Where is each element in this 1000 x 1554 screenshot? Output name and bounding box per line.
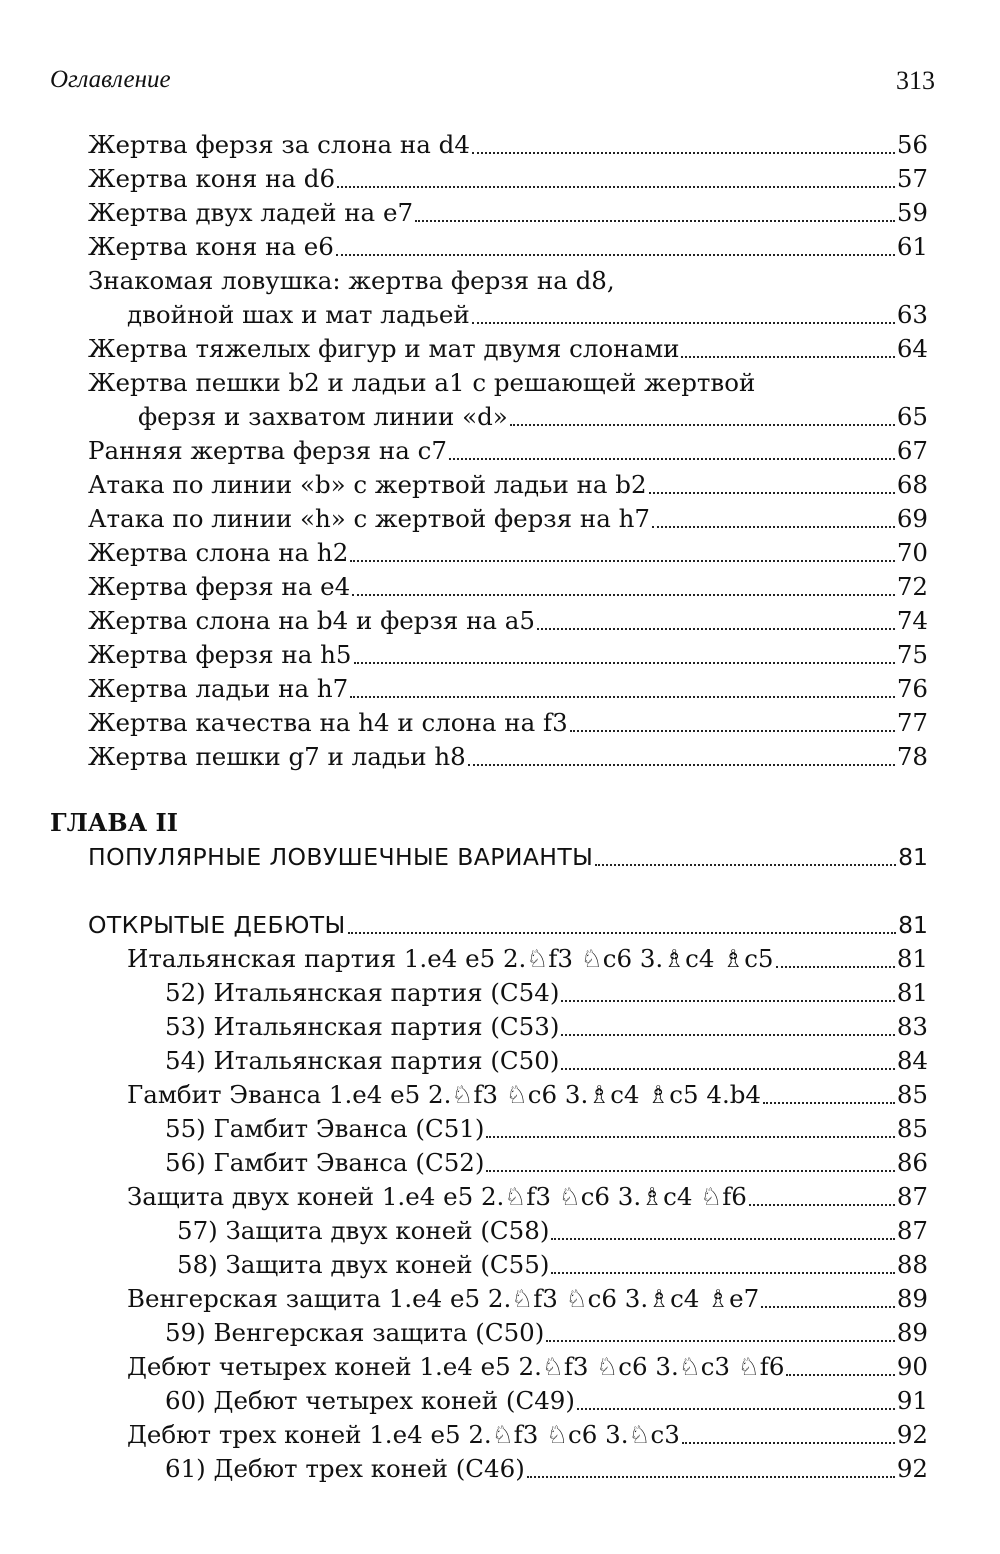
toc-entry xyxy=(88,840,928,874)
toc-entry xyxy=(165,1384,928,1418)
toc-entry xyxy=(88,638,928,672)
toc-entry-title: 61) Дебют трех коней (C46) xyxy=(165,1454,525,1483)
toc-entry xyxy=(138,400,928,434)
toc-entry-title: ферзя и захватом линии «d» xyxy=(138,402,508,431)
leader-dots xyxy=(415,220,895,222)
leader-dots xyxy=(649,492,895,494)
page-header xyxy=(50,66,935,102)
leader-dots xyxy=(348,932,896,934)
toc-entry xyxy=(127,1282,928,1316)
toc-entry-page: 89 xyxy=(896,1284,928,1313)
toc-entry xyxy=(165,1316,928,1350)
leader-dots xyxy=(486,1170,894,1172)
toc-entry xyxy=(127,1350,928,1384)
toc-entry-page: 85 xyxy=(896,1114,928,1143)
leader-dots xyxy=(336,254,895,256)
toc-entry-title: 60) Дебют четырех коней (C49) xyxy=(165,1386,575,1415)
toc-entry-page: 56 xyxy=(896,130,928,159)
toc-entry xyxy=(88,604,928,638)
leader-dots xyxy=(337,186,895,188)
toc-entry-title: Жертва слона на b4 и ферзя на a5 xyxy=(88,606,535,635)
leader-dots xyxy=(527,1476,895,1478)
toc-entry xyxy=(88,230,928,264)
leader-dots xyxy=(577,1408,895,1410)
leader-dots xyxy=(472,152,895,154)
toc-entry-title: Атака по линии «h» с жертвой ферзя на h7 xyxy=(88,504,651,533)
page-number: 313 xyxy=(896,66,935,95)
toc-entry-page: 83 xyxy=(896,1012,928,1041)
toc-entry-title: Жертва пешки g7 и ладьи h8 xyxy=(88,742,466,771)
toc-entry xyxy=(165,1146,928,1180)
toc-entry-page: 74 xyxy=(896,606,928,635)
leader-dots xyxy=(551,1238,894,1240)
chapter-label: ГЛАВА II xyxy=(50,808,178,837)
leader-dots xyxy=(776,966,895,968)
toc-entry-title: Жертва ферзя на e4 xyxy=(88,572,351,601)
leader-dots xyxy=(561,1068,894,1070)
toc-entry-page: 64 xyxy=(896,334,928,363)
leader-dots xyxy=(551,1272,894,1274)
leader-dots xyxy=(352,594,895,596)
toc-entry-page: 72 xyxy=(896,572,928,601)
toc-entry-page: 67 xyxy=(896,436,928,465)
toc-entry xyxy=(127,1078,928,1112)
toc-entry xyxy=(177,1214,928,1248)
toc-entry-page: 81 xyxy=(896,978,928,1007)
toc-entry-title: Дебют четырех коней 1.e4 e5 2.♘f3 ♘c6 3.♘c3 ♘f6 xyxy=(127,1352,785,1381)
toc-entry-title: Жертва ферзя на h5 xyxy=(88,640,352,669)
toc-entry-page: 70 xyxy=(896,538,928,567)
leader-dots xyxy=(350,696,895,698)
leader-dots xyxy=(468,764,895,766)
toc-entry xyxy=(88,502,928,536)
toc-entry-title: Жертва слона на h2 xyxy=(88,538,349,567)
leader-dots xyxy=(786,1374,894,1376)
running-head: Оглавление xyxy=(50,66,171,93)
toc-entry-page: 65 xyxy=(896,402,928,431)
toc-entry xyxy=(88,672,928,706)
toc-entry xyxy=(88,196,928,230)
toc-entry-title: Дебют трех коней 1.e4 e5 2.♘f3 ♘c6 3.♘c3 xyxy=(127,1420,680,1449)
toc-entry-page: 75 xyxy=(896,640,928,669)
toc-entry-page: 84 xyxy=(896,1046,928,1075)
toc-entry xyxy=(127,298,928,332)
toc-entry-page: 78 xyxy=(896,742,928,771)
toc-entry-page: 57 xyxy=(896,164,928,193)
toc-entry xyxy=(88,128,928,162)
toc-entry-page: 81 xyxy=(898,911,928,939)
toc-entry-title: Жертва ферзя за слона на d4 xyxy=(88,130,470,159)
toc-entry-page: 63 xyxy=(896,300,928,329)
leader-dots xyxy=(561,1000,894,1002)
toc-entry-title: Защита двух коней 1.e4 e5 2.♘f3 ♘c6 3.♗c4 ♘f6 xyxy=(127,1182,747,1211)
leader-dots xyxy=(763,1102,895,1104)
leader-dots xyxy=(350,560,895,562)
toc-entry xyxy=(165,1452,928,1486)
toc-entry-page: 86 xyxy=(896,1148,928,1177)
toc-entry-title: Жертва тяжелых фигур и мат двумя слонами xyxy=(88,334,680,363)
toc-entry-title: ОТКРЫТЫЕ ДЕБЮТЫ xyxy=(88,911,346,939)
toc-entry-title: Жертва коня на d6 xyxy=(88,164,336,193)
toc-entry-title: Гамбит Эванса 1.e4 e5 2.♘f3 ♘c6 3.♗c4 ♗c5 4.b4 xyxy=(127,1080,762,1109)
toc-entry-page: 88 xyxy=(896,1250,928,1279)
toc-entry-page: 59 xyxy=(896,198,928,227)
leader-dots xyxy=(472,322,895,324)
leader-dots xyxy=(570,730,895,732)
leader-dots xyxy=(546,1340,894,1342)
toc-entry xyxy=(88,740,928,774)
toc-entry xyxy=(165,1112,928,1146)
toc-entry xyxy=(88,162,928,196)
toc-entry-title: Атака по линии «b» с жертвой ладьи на b2 xyxy=(88,470,647,499)
toc-entry-title: Венгерская защита 1.e4 e5 2.♘f3 ♘c6 3.♗c4 ♗e7 xyxy=(127,1284,760,1313)
toc-entry xyxy=(88,332,928,366)
toc-entry-title: Жертва пешки b2 и ладьи a1 с решающей жертвой xyxy=(88,368,756,397)
toc-entry-title: ПОПУЛЯРНЫЕ ЛОВУШЕЧНЫЕ ВАРИАНТЫ xyxy=(88,843,594,871)
toc-entry-title: Жертва двух ладей на e7 xyxy=(88,198,414,227)
toc-entry-page: 69 xyxy=(896,504,928,533)
toc-entry-title: 54) Итальянская партия (C50) xyxy=(165,1046,560,1075)
toc-entry xyxy=(127,1418,928,1452)
toc-entry-page: 87 xyxy=(896,1182,928,1211)
leader-dots xyxy=(537,628,895,630)
toc-entry-title: 57) Защита двух коней (C58) xyxy=(177,1216,550,1245)
toc-entry-title: Итальянская партия 1.e4 e5 2.♘f3 ♘c6 3.♗c4 ♗c5 xyxy=(127,944,774,973)
leader-dots xyxy=(561,1034,894,1036)
toc-entry-title: Жертва коня на e6 xyxy=(88,232,334,261)
toc-entry-page: 92 xyxy=(896,1420,928,1449)
toc-entry xyxy=(88,570,928,604)
leader-dots xyxy=(749,1204,895,1206)
toc-entry-title: 59) Венгерская защита (C50) xyxy=(165,1318,545,1347)
toc-entry-page: 81 xyxy=(898,843,928,871)
leader-dots xyxy=(595,864,896,866)
toc-entry xyxy=(165,1044,928,1078)
leader-dots xyxy=(761,1306,895,1308)
toc-entry-page: 76 xyxy=(896,674,928,703)
leader-dots xyxy=(682,1442,895,1444)
toc-entry xyxy=(177,1248,928,1282)
toc-entry-title: 56) Гамбит Эванса (C52) xyxy=(165,1148,485,1177)
leader-dots xyxy=(652,526,895,528)
toc-entry-title: Знакомая ловушка: жертва ферзя на d8, xyxy=(88,266,615,295)
leader-dots xyxy=(354,662,895,664)
leader-dots xyxy=(449,458,895,460)
toc-entry-title: 55) Гамбит Эванса (C51) xyxy=(165,1114,485,1143)
toc-entry-title: 52) Итальянская партия (C54) xyxy=(165,978,560,1007)
leader-dots xyxy=(510,424,895,426)
toc-entry xyxy=(88,434,928,468)
toc-entry-page: 61 xyxy=(896,232,928,261)
toc-entry xyxy=(165,976,928,1010)
toc-entry xyxy=(88,468,928,502)
toc-entry-title: 53) Итальянская партия (C53) xyxy=(165,1012,560,1041)
toc-entry-page: 68 xyxy=(896,470,928,499)
toc-entry-title: двойной шах и мат ладьей xyxy=(127,300,470,329)
toc-entry xyxy=(165,1010,928,1044)
toc-entry-page: 85 xyxy=(896,1080,928,1109)
toc-entry-page: 81 xyxy=(896,944,928,973)
toc-entry xyxy=(88,536,928,570)
leader-dots xyxy=(486,1136,894,1138)
toc-entry xyxy=(127,1180,928,1214)
toc-entry-page: 77 xyxy=(896,708,928,737)
toc-entry xyxy=(88,706,928,740)
toc-entry-title: 58) Защита двух коней (C55) xyxy=(177,1250,550,1279)
toc-entry-page: 90 xyxy=(896,1352,928,1381)
toc-entry xyxy=(88,908,928,942)
toc-entry-page: 89 xyxy=(896,1318,928,1347)
toc-entry-page: 91 xyxy=(896,1386,928,1415)
toc-entry-title: Ранняя жертва ферзя на c7 xyxy=(88,436,447,465)
toc-entry-title: Жертва качества на h4 и слона на f3 xyxy=(88,708,568,737)
toc-entry xyxy=(127,942,928,976)
toc-entry-page: 87 xyxy=(896,1216,928,1245)
leader-dots xyxy=(681,356,894,358)
toc-entry-page: 92 xyxy=(896,1454,928,1483)
toc-entry-title: Жертва ладьи на h7 xyxy=(88,674,349,703)
